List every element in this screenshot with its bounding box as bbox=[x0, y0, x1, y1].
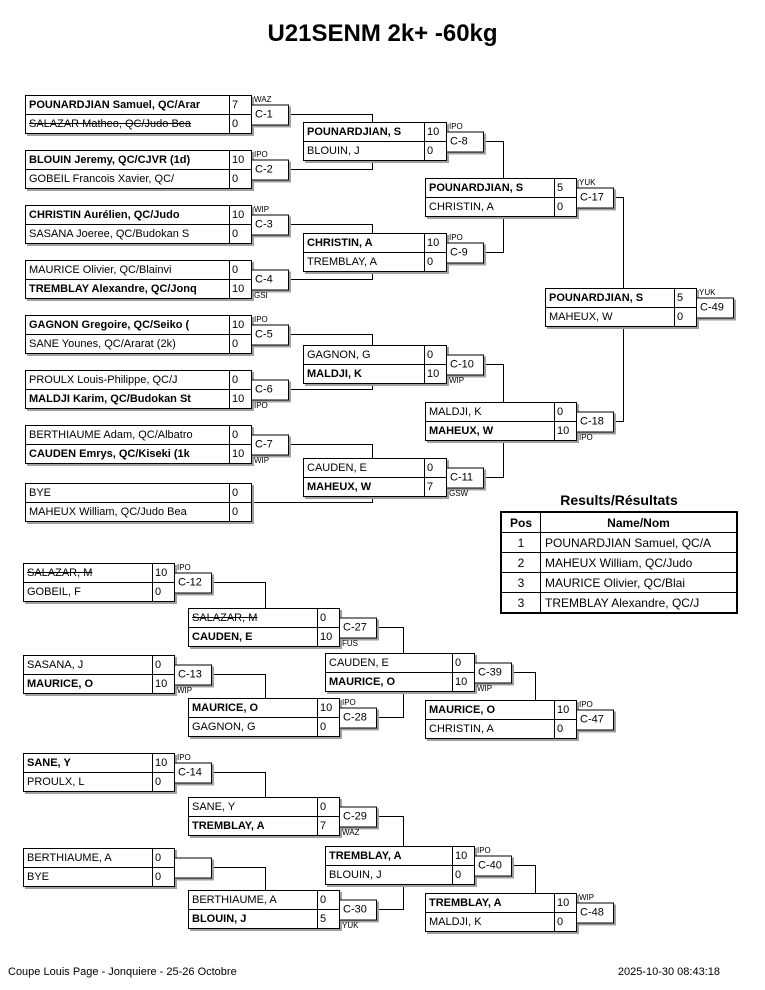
competitor-score: 10 bbox=[229, 280, 251, 298]
competitor-score: 0 bbox=[424, 459, 446, 477]
win-type: WIP bbox=[254, 204, 270, 214]
competitor-score: 5 bbox=[317, 910, 339, 928]
win-type: YUK bbox=[579, 177, 596, 187]
match-c40 bbox=[325, 845, 502, 885]
bracket-connector bbox=[613, 197, 624, 289]
match-row bbox=[326, 847, 474, 865]
match-row bbox=[24, 754, 174, 772]
competitor-score: 10 bbox=[317, 628, 339, 646]
match-row bbox=[189, 816, 339, 835]
match-row bbox=[426, 179, 576, 197]
match-c3 bbox=[25, 204, 273, 244]
match-c5 bbox=[25, 314, 273, 354]
bracket-connector bbox=[483, 217, 504, 253]
competitor-name: MAHEUX William, QC/Judo Bea bbox=[29, 506, 187, 518]
competitor-name: MALDJI, K bbox=[307, 368, 362, 380]
competitor-score: 10 bbox=[452, 673, 474, 691]
competitor-name: MAURICE Olivier, QC/Blainvi bbox=[29, 264, 172, 276]
win-type: YUK bbox=[342, 920, 359, 930]
match-number: C-17 bbox=[576, 187, 614, 208]
match-row bbox=[304, 234, 446, 252]
competitor-score: 10 bbox=[452, 847, 474, 865]
win-type: WIP bbox=[449, 375, 465, 385]
win-type: YUK bbox=[699, 287, 716, 297]
win-type: IPO bbox=[177, 562, 191, 572]
match-row bbox=[24, 867, 174, 886]
bracket-connector bbox=[483, 441, 504, 478]
bracket-connector bbox=[211, 674, 266, 699]
match-row bbox=[26, 224, 251, 243]
win-type: IPO bbox=[254, 149, 268, 159]
win-type: IPO bbox=[449, 232, 463, 242]
match-row bbox=[426, 912, 576, 931]
competitor-name: TREMBLAY, A bbox=[329, 850, 402, 862]
win-type: FUS bbox=[342, 638, 358, 648]
competitor-score: 10 bbox=[152, 675, 174, 693]
match-row bbox=[189, 798, 339, 816]
win-type: IPO bbox=[449, 121, 463, 131]
match-row bbox=[304, 459, 446, 477]
match-row bbox=[304, 141, 446, 160]
match-row bbox=[426, 197, 576, 216]
match-row bbox=[426, 701, 576, 719]
competitor-score: 10 bbox=[424, 365, 446, 383]
results-header-row bbox=[501, 512, 737, 533]
match-c14 bbox=[23, 752, 202, 792]
competitor-name: BERTHIAUME, A bbox=[192, 894, 277, 906]
competitor-name: SASANA, J bbox=[27, 659, 84, 671]
competitor-name: TREMBLAY Alexandre, QC/Jonq bbox=[29, 283, 197, 295]
competitor-name: BLOUIN, J bbox=[307, 145, 360, 157]
match-row bbox=[189, 891, 339, 909]
match-row bbox=[26, 206, 251, 224]
match-number: C-4 bbox=[251, 269, 289, 290]
match-row bbox=[24, 656, 174, 674]
match-number: C-2 bbox=[251, 159, 289, 180]
bracket-connector bbox=[288, 272, 373, 280]
competitor-score: 0 bbox=[229, 484, 251, 502]
win-type: GSI bbox=[254, 290, 268, 300]
win-type: WIP bbox=[579, 892, 595, 902]
results-col-name: Name/Nom bbox=[541, 512, 738, 533]
match-c10 bbox=[303, 345, 474, 385]
match-number: C-11 bbox=[446, 467, 484, 488]
competitor-name: MALDJI Karim, QC/Budokan St bbox=[29, 393, 191, 405]
win-type: IPO bbox=[177, 752, 191, 762]
results-row bbox=[501, 533, 737, 553]
bracket-connector bbox=[376, 692, 404, 718]
competitor-name: SANE, Y bbox=[27, 757, 71, 769]
match-number: C-5 bbox=[251, 324, 289, 345]
match-number: C-7 bbox=[251, 434, 289, 455]
match-row bbox=[304, 252, 446, 271]
match-row bbox=[189, 909, 339, 928]
match-row bbox=[304, 346, 446, 364]
match-row bbox=[26, 261, 251, 279]
match-row bbox=[26, 389, 251, 408]
competitor-score: 10 bbox=[554, 894, 576, 912]
footer-tournament-info: Coupe Louis Page - Jonquiere - 25-26 Octobre bbox=[8, 966, 237, 978]
competitor-score: 0 bbox=[229, 426, 251, 444]
competitor-score: 0 bbox=[424, 253, 446, 271]
competitor-score: 0 bbox=[229, 170, 251, 188]
match-c8 bbox=[303, 121, 468, 161]
match-c48 bbox=[425, 892, 604, 932]
match-row bbox=[304, 364, 446, 383]
competitor-score: 0 bbox=[152, 656, 174, 674]
match-row bbox=[426, 719, 576, 738]
competitor-name: SALAZAR, M bbox=[27, 567, 93, 579]
match-row bbox=[24, 772, 174, 791]
match-row bbox=[26, 279, 251, 298]
match-row bbox=[24, 674, 174, 693]
competitor-score: 0 bbox=[554, 720, 576, 738]
win-type: WIP bbox=[177, 685, 193, 695]
win-type: WAZ bbox=[254, 94, 272, 104]
competitor-score: 0 bbox=[229, 371, 251, 389]
competitor-score: 10 bbox=[229, 316, 251, 334]
competitor-name: CHRISTIN, A bbox=[307, 237, 373, 249]
competitor-score: 10 bbox=[229, 151, 251, 169]
results-row bbox=[501, 593, 737, 614]
match-row bbox=[26, 426, 251, 444]
competitor-name: MAHEUX, W bbox=[549, 311, 613, 323]
competitor-name: MAURICE, O bbox=[192, 702, 258, 714]
results-col-pos: Pos bbox=[501, 512, 541, 533]
competitor-name: POUNARDJIAN, S bbox=[549, 292, 644, 304]
competitor-name: GOBEIL, F bbox=[27, 586, 81, 598]
competitor-score: 0 bbox=[317, 718, 339, 736]
match-row bbox=[26, 114, 251, 133]
bracket-connector bbox=[288, 444, 373, 459]
competitor-name: BERTHIAUME, A bbox=[27, 852, 112, 864]
match-row bbox=[24, 849, 174, 867]
competitor-score: 0 bbox=[424, 346, 446, 364]
match-c13 bbox=[23, 655, 202, 695]
competitor-name: POUNARDJIAN Samuel, QC/Arar bbox=[29, 99, 201, 111]
match-number: C-12 bbox=[174, 572, 212, 593]
competitor-name: TREMBLAY, A bbox=[429, 897, 502, 909]
match-row bbox=[326, 654, 474, 672]
competitor-score: 10 bbox=[229, 445, 251, 463]
competitor-name: MALDJI, K bbox=[429, 916, 482, 928]
win-type: IPO bbox=[579, 699, 593, 709]
win-type: IPO bbox=[254, 314, 268, 324]
competitor-score: 0 bbox=[229, 503, 251, 521]
competitor-score: 0 bbox=[674, 308, 696, 326]
competitor-name: GAGNON Gregoire, QC/Seiko ( bbox=[29, 319, 190, 331]
match-number: C-40 bbox=[474, 855, 512, 876]
match-c39 bbox=[325, 653, 502, 693]
match-c11 bbox=[303, 458, 474, 498]
match-row bbox=[546, 307, 696, 326]
match-row bbox=[426, 894, 576, 912]
competitor-name: BLOUIN Jeremy, QC/CJVR (1d) bbox=[29, 154, 191, 166]
bracket-connector bbox=[376, 627, 404, 654]
match-number: C-39 bbox=[474, 662, 512, 683]
match-c49-final bbox=[545, 287, 724, 327]
match-c18 bbox=[425, 402, 604, 442]
win-type: WAZ bbox=[342, 827, 360, 837]
match-c12 bbox=[23, 562, 202, 602]
competitor-score: 10 bbox=[554, 422, 576, 440]
match-number: C-48 bbox=[576, 902, 614, 923]
result-pos: 3 bbox=[501, 573, 541, 593]
match-bye-2 bbox=[23, 848, 175, 887]
competitor-name: CHRISTIN Aurélien, QC/Judo bbox=[29, 209, 180, 221]
competitor-name: SANE Younes, QC/Ararat (2k) bbox=[29, 338, 176, 350]
match-number: C-18 bbox=[576, 411, 614, 432]
competitor-score: 10 bbox=[152, 754, 174, 772]
competitor-name: POUNARDJIAN, S bbox=[429, 182, 524, 194]
competitor-name: POUNARDJIAN, S bbox=[307, 126, 402, 138]
result-pos: 3 bbox=[501, 593, 541, 614]
win-type: IPO bbox=[254, 400, 268, 410]
result-name: TREMBLAY Alexandre, QC/J bbox=[541, 593, 738, 614]
competitor-name: CAUDEN, E bbox=[307, 462, 367, 474]
result-name: POUNARDJIAN Samuel, QC/A bbox=[541, 533, 738, 553]
match-row bbox=[26, 96, 251, 114]
match-row bbox=[189, 699, 339, 717]
match-number: C-27 bbox=[339, 617, 377, 638]
competitor-score: 0 bbox=[152, 849, 174, 867]
match-number: C-30 bbox=[339, 899, 377, 920]
match-c2 bbox=[25, 149, 273, 189]
competitor-name: CAUDEN, E bbox=[192, 631, 253, 643]
match-c4 bbox=[25, 260, 273, 300]
competitor-score: 10 bbox=[229, 390, 251, 408]
competitor-score: 10 bbox=[152, 564, 174, 582]
result-pos: 1 bbox=[501, 533, 541, 553]
competitor-score: 10 bbox=[317, 699, 339, 717]
bracket-connector bbox=[288, 384, 373, 390]
bracket-connector bbox=[211, 772, 266, 798]
match-row bbox=[24, 582, 174, 601]
match-number: C-6 bbox=[251, 379, 289, 400]
match-row bbox=[304, 477, 446, 496]
competitor-name: MAHEUX, W bbox=[307, 481, 372, 493]
match-row bbox=[24, 564, 174, 582]
match-row bbox=[26, 502, 251, 521]
win-type: IPO bbox=[579, 432, 593, 442]
competitor-name: SALAZAR, M bbox=[192, 612, 258, 624]
competitor-name: SASANA Joeree, QC/Budokan S bbox=[29, 228, 190, 240]
competitor-score: 5 bbox=[674, 289, 696, 307]
bracket-connector bbox=[376, 885, 404, 910]
match-c17 bbox=[425, 177, 604, 217]
match-row bbox=[326, 672, 474, 691]
competitor-score: 7 bbox=[424, 478, 446, 496]
match-c29 bbox=[188, 797, 367, 837]
match-row bbox=[426, 421, 576, 440]
bracket-connector bbox=[288, 161, 373, 170]
match-c7 bbox=[25, 425, 273, 465]
bracket-connector bbox=[511, 672, 536, 701]
competitor-score: 0 bbox=[554, 198, 576, 216]
match-number: C-9 bbox=[446, 242, 484, 263]
match-number: C-10 bbox=[446, 354, 484, 375]
competitor-score: 0 bbox=[152, 868, 174, 886]
match-bye-1 bbox=[25, 483, 252, 522]
competitor-score: 0 bbox=[452, 654, 474, 672]
match-c1 bbox=[25, 94, 273, 134]
bracket-connector bbox=[211, 582, 266, 609]
match-row bbox=[546, 289, 696, 307]
results-table bbox=[500, 511, 738, 614]
competitor-score: 0 bbox=[229, 335, 251, 353]
competitor-name: BLOUIN, J bbox=[192, 913, 247, 925]
match-row bbox=[26, 484, 251, 502]
competitor-name: SANE, Y bbox=[192, 801, 236, 813]
competitor-score: 0 bbox=[229, 261, 251, 279]
competitor-score: 7 bbox=[317, 817, 339, 835]
result-pos: 2 bbox=[501, 553, 541, 573]
match-row bbox=[326, 865, 474, 884]
competitor-name: TREMBLAY, A bbox=[192, 820, 265, 832]
match-number bbox=[174, 857, 212, 878]
match-number: C-28 bbox=[339, 707, 377, 728]
match-row bbox=[26, 334, 251, 353]
match-c6 bbox=[25, 370, 273, 410]
bracket-connector bbox=[211, 867, 266, 891]
competitor-score: 0 bbox=[554, 913, 576, 931]
competitor-name: MALDJI, K bbox=[429, 406, 482, 418]
competitor-name: SALAZAR Matheo, QC/Judo Bea bbox=[29, 118, 192, 130]
bracket-connector bbox=[252, 497, 373, 503]
competitor-name: CAUDEN, E bbox=[329, 657, 389, 669]
match-c30 bbox=[188, 890, 367, 930]
win-type: WIP bbox=[477, 683, 493, 693]
competitor-score: 0 bbox=[152, 773, 174, 791]
match-number: C-14 bbox=[174, 762, 212, 783]
competitor-name: CHRISTIN, A bbox=[429, 201, 494, 213]
competitor-name: MAURICE, O bbox=[329, 676, 395, 688]
competitor-name: MAURICE, O bbox=[27, 678, 93, 690]
match-row bbox=[26, 169, 251, 188]
results-row bbox=[501, 553, 737, 573]
competitor-score: 0 bbox=[554, 403, 576, 421]
bracket-connector bbox=[511, 865, 536, 894]
competitor-score: 7 bbox=[229, 96, 251, 114]
competitor-name: BYE bbox=[27, 871, 50, 883]
competitor-score: 0 bbox=[317, 609, 339, 627]
results-row bbox=[501, 573, 737, 593]
competitor-name: GAGNON, G bbox=[192, 721, 256, 733]
competitor-score: 10 bbox=[229, 206, 251, 224]
match-c28 bbox=[188, 697, 367, 737]
competitor-name: CAUDEN Emrys, QC/Kiseki (1k bbox=[29, 448, 190, 460]
win-type: IPO bbox=[477, 845, 491, 855]
result-name: MAURICE Olivier, QC/Blai bbox=[541, 573, 738, 593]
match-number: C-49 bbox=[696, 297, 734, 318]
bracket-connector bbox=[613, 327, 624, 422]
competitor-name: TREMBLAY, A bbox=[307, 256, 377, 268]
match-number: C-29 bbox=[339, 806, 377, 827]
results-title: Results/Résultats bbox=[560, 492, 678, 508]
competitor-name: MAHEUX, W bbox=[429, 425, 494, 437]
match-row bbox=[26, 151, 251, 169]
competitor-name: GOBEIL Francois Xavier, QC/ bbox=[29, 173, 175, 185]
bracket-connector bbox=[483, 364, 504, 403]
match-number: C-1 bbox=[251, 104, 289, 125]
match-number: C-3 bbox=[251, 214, 289, 235]
competitor-name: MAURICE, O bbox=[429, 704, 495, 716]
competitor-name: PROULX, L bbox=[27, 776, 85, 788]
match-row bbox=[304, 123, 446, 141]
match-number: C-8 bbox=[446, 131, 484, 152]
competitor-score: 0 bbox=[229, 115, 251, 133]
win-type: IPO bbox=[342, 697, 356, 707]
competitor-score: 5 bbox=[554, 179, 576, 197]
match-number: C-13 bbox=[174, 664, 212, 685]
match-row bbox=[26, 444, 251, 463]
competitor-name: BLOUIN, J bbox=[329, 869, 382, 881]
match-row bbox=[189, 627, 339, 646]
competitor-score: 0 bbox=[229, 225, 251, 243]
match-number: C-47 bbox=[576, 709, 614, 730]
competitor-name: GAGNON, G bbox=[307, 349, 371, 361]
match-c9 bbox=[303, 232, 468, 272]
competitor-score: 10 bbox=[554, 701, 576, 719]
win-type: WIP bbox=[254, 455, 270, 465]
match-row bbox=[426, 403, 576, 421]
competitor-score: 10 bbox=[424, 123, 446, 141]
match-row bbox=[26, 371, 251, 389]
page-title: U21SENM 2k+ -60kg bbox=[267, 20, 498, 47]
competitor-name: CHRISTIN, A bbox=[429, 723, 494, 735]
bracket-connector bbox=[376, 816, 404, 847]
competitor-score: 0 bbox=[452, 866, 474, 884]
competitor-name: BERTHIAUME Adam, QC/Albatro bbox=[29, 429, 193, 441]
footer-timestamp: 2025-10-30 08:43:18 bbox=[617, 966, 720, 978]
result-name: MAHEUX William, QC/Judo bbox=[541, 553, 738, 573]
bracket-connector bbox=[483, 141, 504, 179]
competitor-score: 10 bbox=[424, 234, 446, 252]
competitor-score: 0 bbox=[317, 798, 339, 816]
competitor-score: 0 bbox=[317, 891, 339, 909]
match-row bbox=[26, 316, 251, 334]
win-type: GSW bbox=[449, 488, 469, 498]
match-row bbox=[189, 717, 339, 736]
match-row bbox=[189, 609, 339, 627]
competitor-name: PROULX Louis-Philippe, QC/J bbox=[29, 374, 178, 386]
competitor-name: BYE bbox=[29, 487, 52, 499]
competitor-score: 0 bbox=[152, 583, 174, 601]
match-c27 bbox=[188, 608, 367, 648]
match-c47 bbox=[425, 699, 604, 739]
competitor-score: 0 bbox=[424, 142, 446, 160]
